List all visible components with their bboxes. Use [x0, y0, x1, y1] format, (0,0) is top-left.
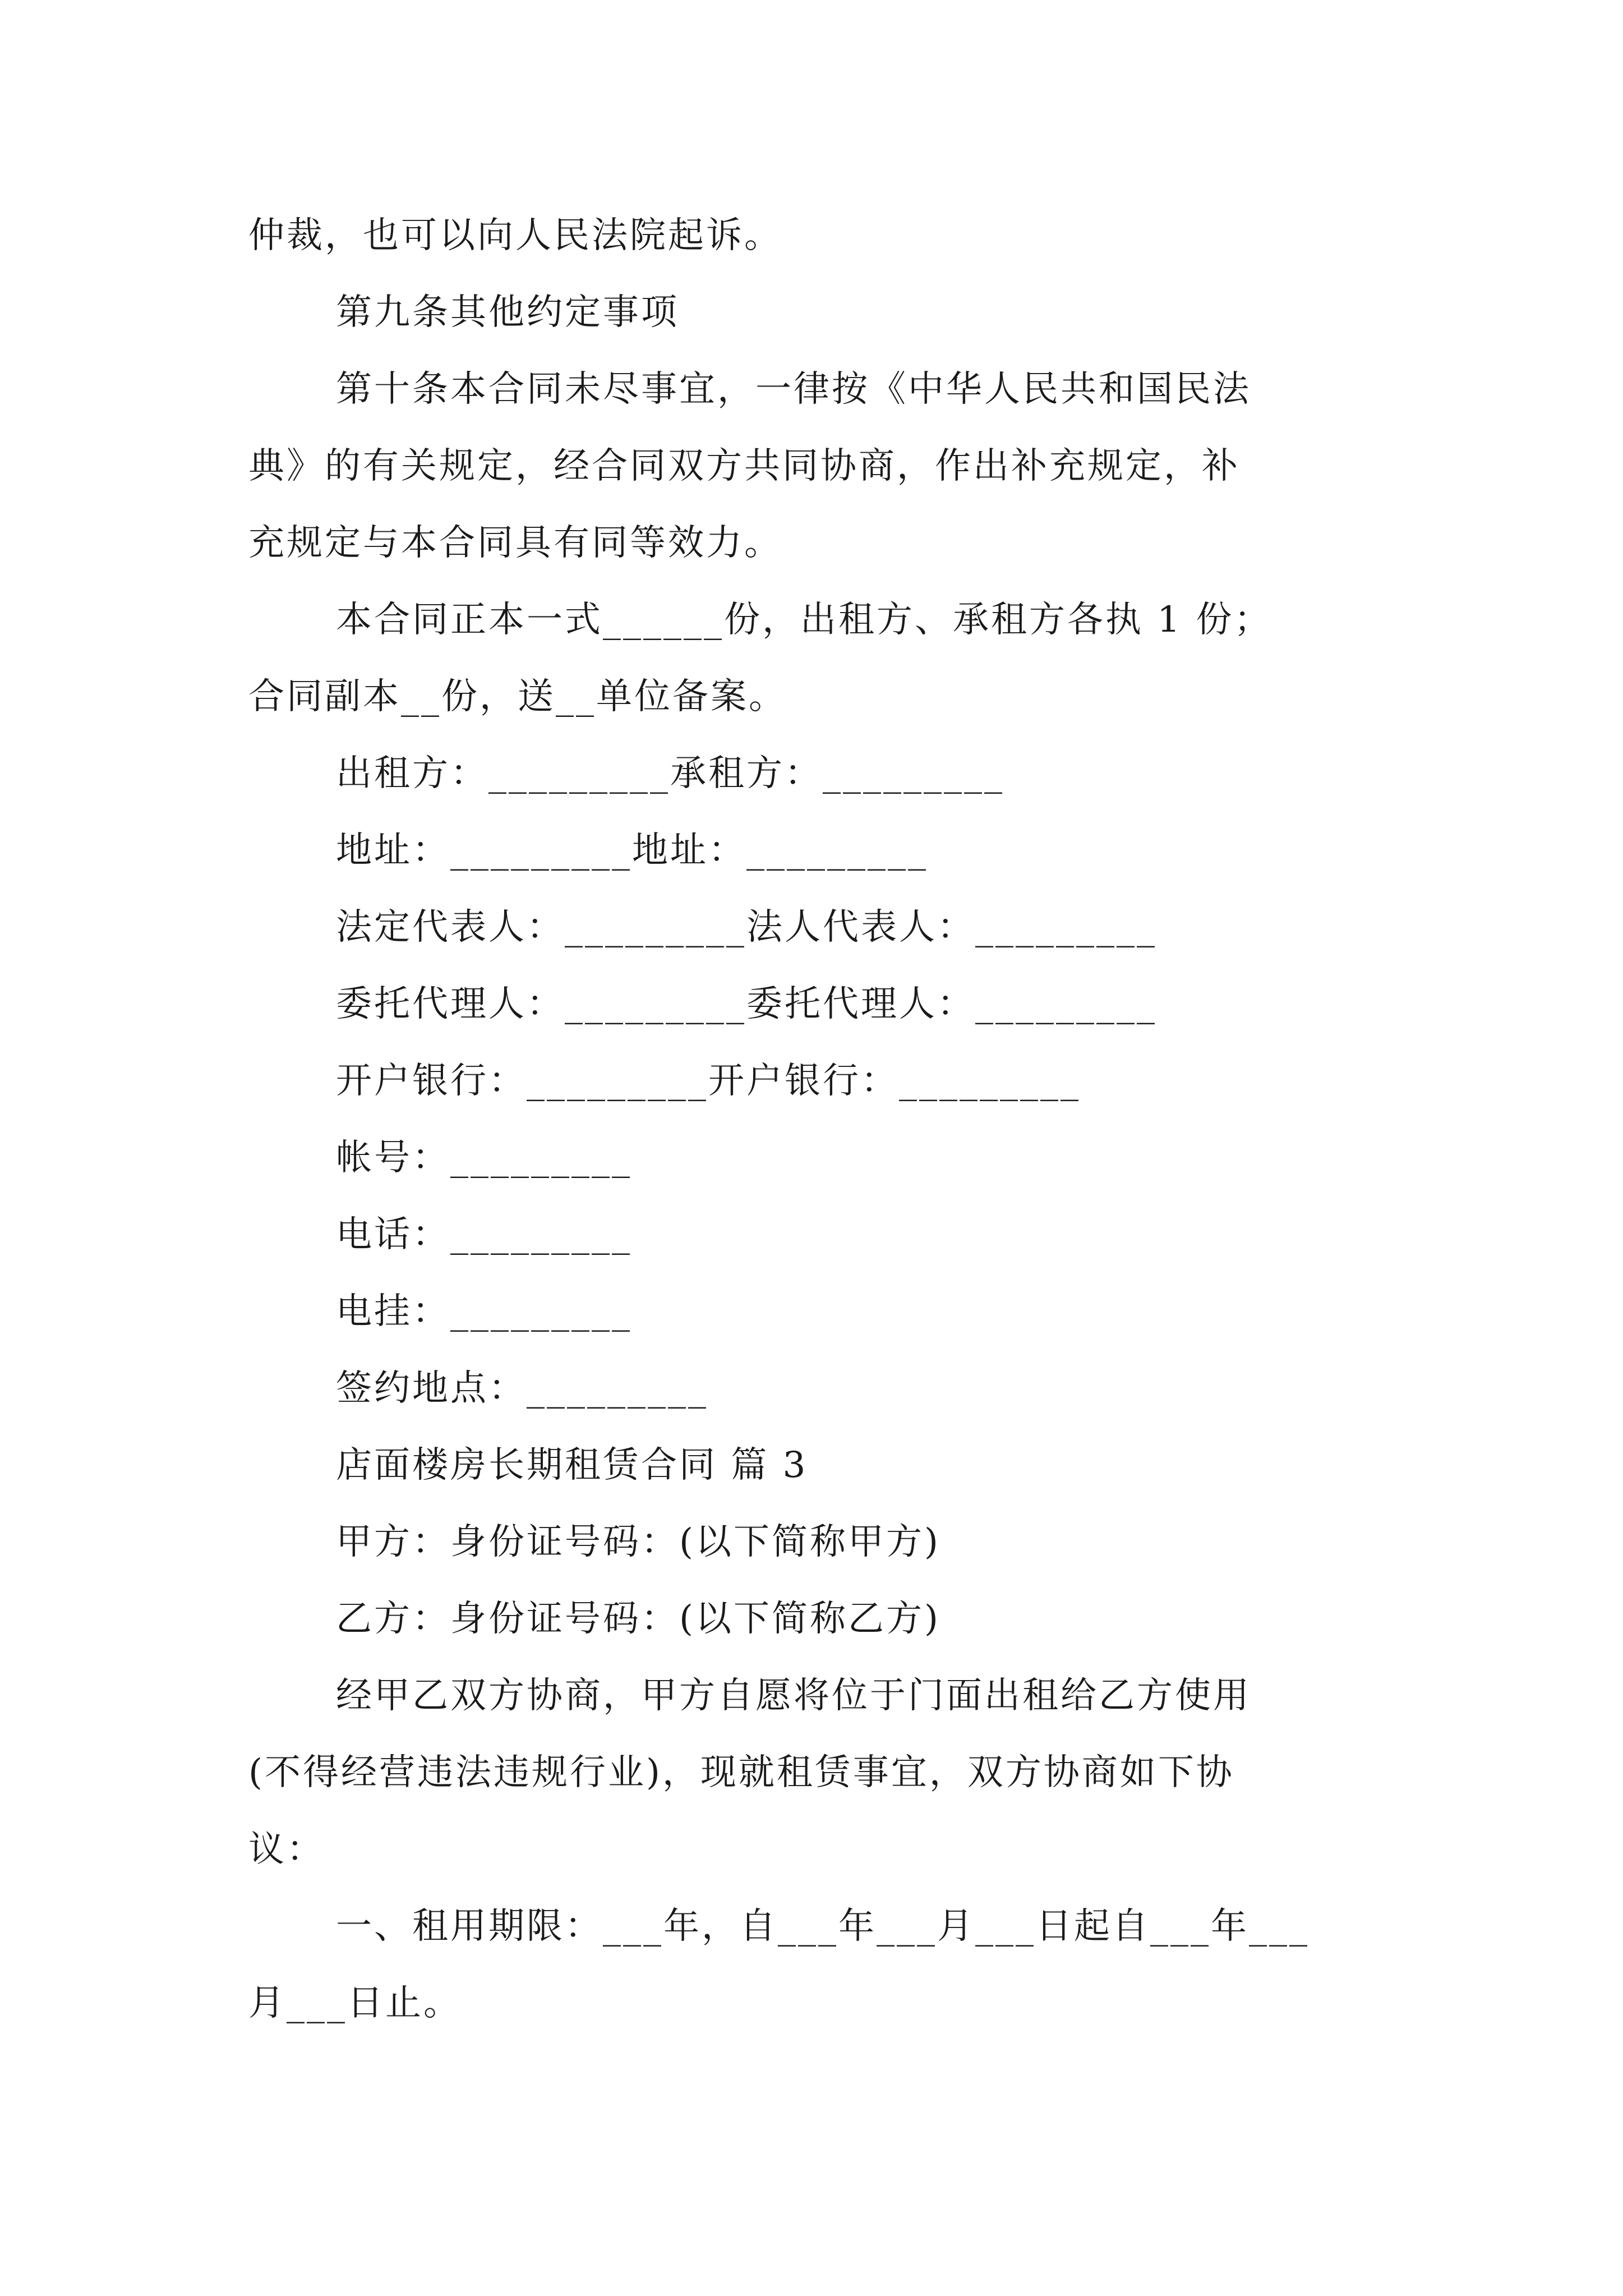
paragraph-line: 本合同正本一式______份，出租方、承租方各执 1 份；: [336, 599, 1272, 641]
paragraph-line: 仲裁，也可以向人民法院起诉。: [248, 215, 782, 256]
term-clause-line: 一、租用期限：___年，自___年___月___日起自___年___: [336, 1906, 1310, 1947]
paragraph-line: 第十条本合同未尽事宜，一律按《中华人民共和国民法: [336, 369, 1251, 410]
signature-field-line: 电话：_________: [336, 1214, 632, 1255]
paragraph-line: 经甲乙双方协商，甲方自愿将位于门面出租给乙方使用: [336, 1675, 1251, 1717]
section-heading-line: 第九条其他约定事项: [336, 292, 679, 333]
party-line: 乙方：身份证号码：(以下简称乙方): [336, 1598, 940, 1640]
paragraph-line: (不得经营违法违规行业)，现就租赁事宜，双方协商如下协: [248, 1752, 1234, 1793]
paragraph-line: 合同副本__份，送__单位备案。: [248, 676, 787, 717]
paragraph-line: 议：: [248, 1829, 325, 1870]
signature-field-line: 开户银行：_________开户银行：_________: [336, 1060, 1081, 1102]
contract-title-line: 店面楼房长期租赁合同 篇 3: [336, 1444, 808, 1486]
signature-field-line: 地址：_________地址：_________: [336, 830, 928, 871]
document-body: [248, 197, 1387, 2042]
signature-field-line: 电挂：_________: [336, 1291, 632, 1332]
term-clause-line: 月___日止。: [248, 1982, 462, 2024]
signature-field-line: 法定代表人：_________法人代表人：_________: [336, 907, 1157, 948]
signature-field-line: 委托代理人：_________委托代理人：_________: [336, 983, 1157, 1025]
signature-field-line: 出租方：_________承租方：_________: [336, 753, 1004, 794]
paragraph-line: 充规定与本合同具有同等效力。: [248, 522, 782, 564]
signature-field-line: 签约地点：_________: [336, 1368, 708, 1409]
paragraph-line: 典》的有关规定，经合同双方共同协商，作出补充规定，补: [248, 445, 1240, 487]
party-line: 甲方：身份证号码：(以下简称甲方): [336, 1521, 940, 1563]
signature-field-line: 帐号：_________: [336, 1137, 632, 1179]
